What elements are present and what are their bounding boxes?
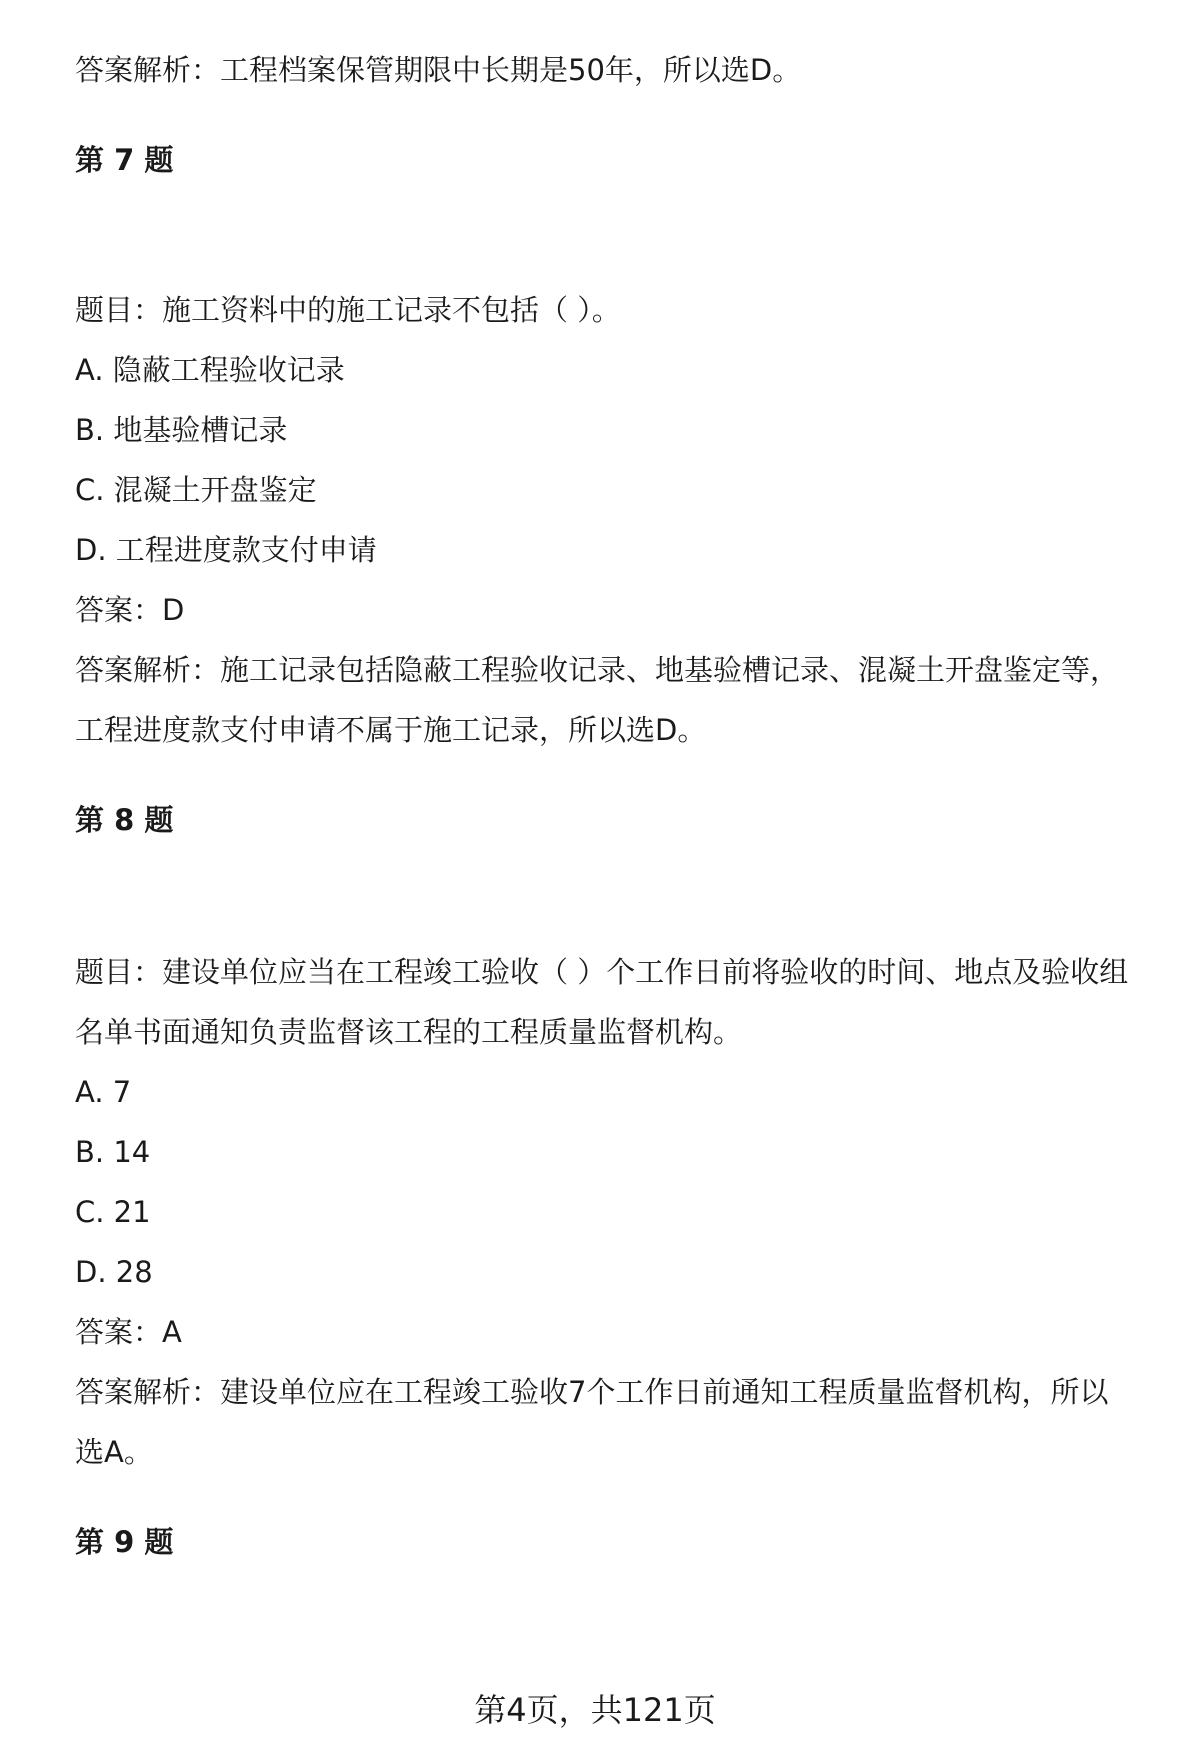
q6-explanation: 答案解析：工程档案保管期限中长期是50年，所以选D。 [75,53,802,87]
q8-heading: 第 8 题 [75,803,174,837]
page-footer: 第4页，共121页 [474,1691,716,1729]
q8-option-d: D. 28 [75,1255,153,1289]
q7-option-a: A. 隐蔽工程验收记录 [75,353,345,387]
q7-option-d: D. 工程进度款支付申请 [75,533,377,567]
q8-answer: 答案：A [75,1315,182,1349]
q7-option-c: C. 混凝土开盘鉴定 [75,473,317,507]
q7-answer: 答案：D [75,593,185,627]
q8-explanation-line2: 选A。 [75,1435,153,1469]
q7-option-b: B. 地基验槽记录 [75,413,288,447]
q7-explanation-line1: 答案解析：施工记录包括隐蔽工程验收记录、地基验槽记录、混凝土开盘鉴定等， [75,653,1120,687]
q9-heading: 第 9 题 [75,1525,174,1559]
q8-question-line1: 题目：建设单位应当在工程竣工验收（ ）个工作日前将验收的时间、地点及验收组 [75,955,1129,989]
q8-option-a: A. 7 [75,1075,132,1109]
q8-question-line2: 名单书面通知负责监督该工程的工程质量监督机构。 [75,1015,743,1049]
q8-explanation-line1: 答案解析：建设单位应在工程竣工验收7个工作日前通知工程质量监督机构，所以 [75,1375,1109,1409]
q7-question: 题目：施工资料中的施工记录不包括（ ）。 [75,293,621,327]
q8-option-b: B. 14 [75,1135,151,1169]
q7-heading: 第 7 题 [75,143,174,177]
q7-explanation-line2: 工程进度款支付申请不属于施工记录，所以选D。 [75,713,707,747]
q8-option-c: C. 21 [75,1195,151,1229]
